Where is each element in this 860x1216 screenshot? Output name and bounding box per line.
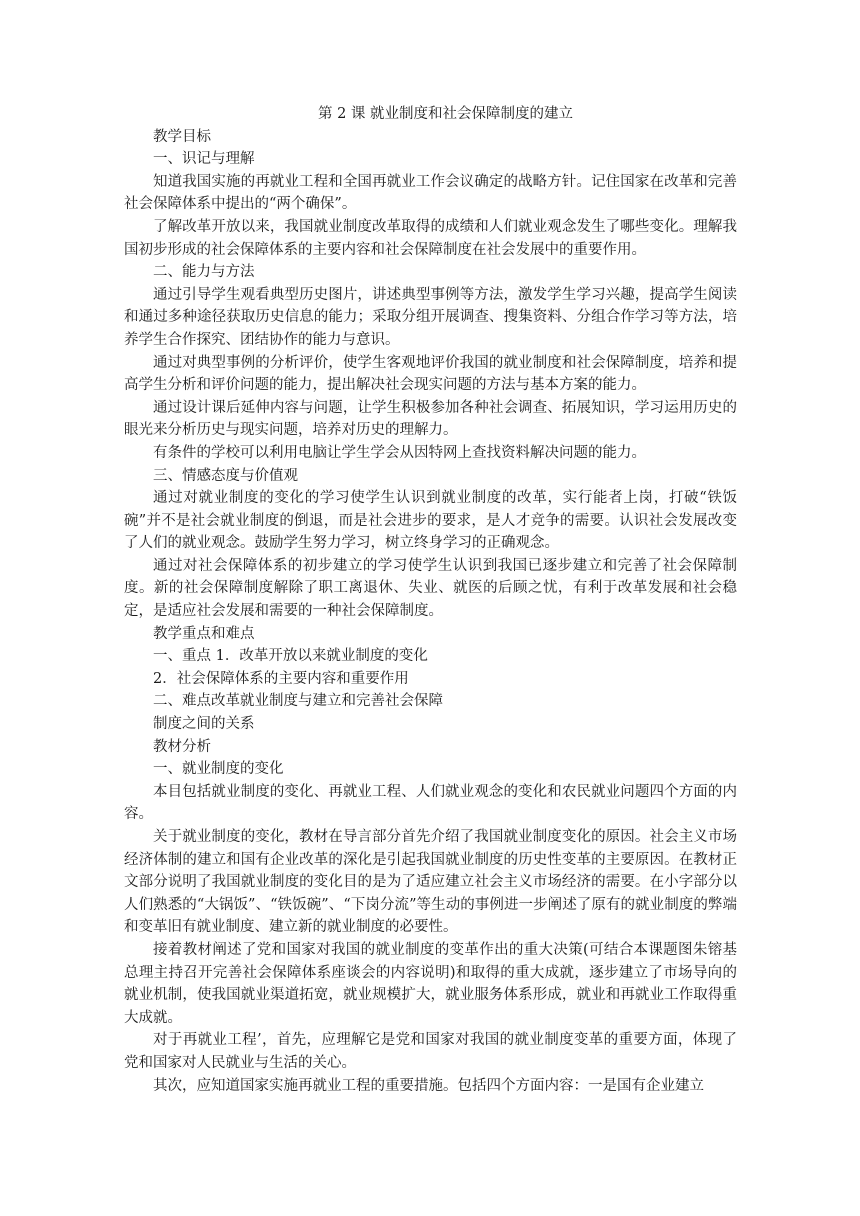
paragraph: 通过对就业制度的变化的学习使学生认识到就业制度的改革，实行能者上岗，打破“铁饭碗”并不是社会就业制度的倒退，而是社会进步的要求，是人才竞争的需要。认识社会发展改变了人们的就业观念。鼓励学生努力学习，树立终身学习的正确观念。 bbox=[124, 490, 737, 552]
heading-material-analysis: 教材分析 bbox=[153, 738, 211, 755]
document-page bbox=[124, 103, 737, 1097]
key-point-1: 一、重点 1．改革开放以来就业制度的变化 bbox=[153, 648, 428, 665]
difficulty-point: 二、难点改革就业制度与建立和完善社会保障 bbox=[153, 693, 443, 710]
paragraph: 通过对典型事例的分析评价，使学生客观地评价我国的就业制度和社会保障制度，培养和提高学生分析和评价问题的能力，提出解决社会现实问题的方法与基本方案的能力。 bbox=[124, 354, 737, 394]
paragraph: 通过对社会保障体系的初步建立的学习使学生认识到我国已逐步建立和完善了社会保障制度。新的社会保障制度解除了职工离退休、失业、就医的后顾之忧，有利于改革发展和社会稳定，是适应社会发展和需要的一种社会保障制度。 bbox=[124, 557, 737, 620]
heading-key-points: 教学重点和难点 bbox=[153, 625, 255, 642]
difficulty-point-cont: 制度之间的关系 bbox=[153, 716, 255, 733]
key-point-2: 2．社会保障体系的主要内容和重要作用 bbox=[153, 670, 409, 687]
lesson-title: 第 2 课 就业制度和社会保障制度的建立 bbox=[317, 106, 574, 122]
paragraph: 通过引导学生观看典型历史图片，讲述典型事例等方法，激发学生学习兴趣，提高学生阅读和通过多种途径获取历史信息的能力；采取分组开展调查、搜集资料、分组合作学习等方法，培养学生合作探究、团结协作的能力与意识。 bbox=[124, 286, 737, 348]
heading-recall-understand: 一、识记与理解 bbox=[153, 151, 255, 168]
paragraph: 对于再就业工程’，首先，应理解它是党和国家对我国的就业制度变革的重要方面，体现了党和国家对人民就业与生活的关心。 bbox=[124, 1032, 737, 1071]
paragraph: 其次，应知道国家实施再就业工程的重要措施。包括四个方面内容：一是国有企业建立 bbox=[153, 1077, 704, 1094]
paragraph: 了解改革开放以来，我国就业制度改革取得的成绩和人们就业观念发生了哪些变化。理解我国初步形成的社会保障体系的主要内容和社会保障制度在社会发展中的重要作用。 bbox=[124, 218, 737, 258]
heading-teaching-goals: 教学目标 bbox=[153, 128, 211, 145]
paragraph: 关于就业制度的变化，教材在导言部分首先介绍了我国就业制度变化的原因。社会主义市场经济体制的建立和国有企业改革的深化是引起我国就业制度的历史性变革的主要原因。在教材正文部分说明了我国就业制度的变化目的是为了适应建立社会主义市场经济的需要。在小字部分以人们熟悉的“大锅饭”、“铁饭碗”、“下岗分流”等生动的事例进一步阐述了原有的就业制度的弊端和变革旧有就业制度、建立新的就业制度的必要性。 bbox=[124, 829, 737, 936]
heading-employment-change: 一、就业制度的变化 bbox=[153, 761, 284, 778]
paragraph: 有条件的学校可以利用电脑让学生学会从因特网上查找资料解决问题的能力。 bbox=[153, 444, 646, 461]
paragraph: 接着教材阐述了党和国家对我国的就业制度的变革作出的重大决策(可结合本课题图朱镕基总理主持召开完善社会保障体系座谈会的内容说明)和取得的重大成就，逐步建立了市场导向的就业机制，使我国就业渠道拓宽，就业规模扩大，就业服务体系形成，就业和再就业工作取得重大成就。 bbox=[124, 941, 737, 1026]
heading-attitude-values: 三、情感态度与价值观 bbox=[153, 467, 298, 484]
paragraph: 通过设计课后延伸内容与问题，让学生积极参加各种社会调查、拓展知识，学习运用历史的眼光来分析历史与现实问题，培养对历史的理解力。 bbox=[124, 399, 737, 439]
heading-ability-method: 二、能力与方法 bbox=[153, 264, 255, 281]
paragraph: 知道我国实施的再就业工程和全国再就业工作会议确定的战略方针。记住国家在改革和完善社会保障体系中提出的“两个确保”。 bbox=[124, 173, 737, 213]
paragraph: 本目包括就业制度的变化、再就业工程、人们就业观念的变化和农民就业问题四个方面的内容。 bbox=[124, 783, 737, 823]
